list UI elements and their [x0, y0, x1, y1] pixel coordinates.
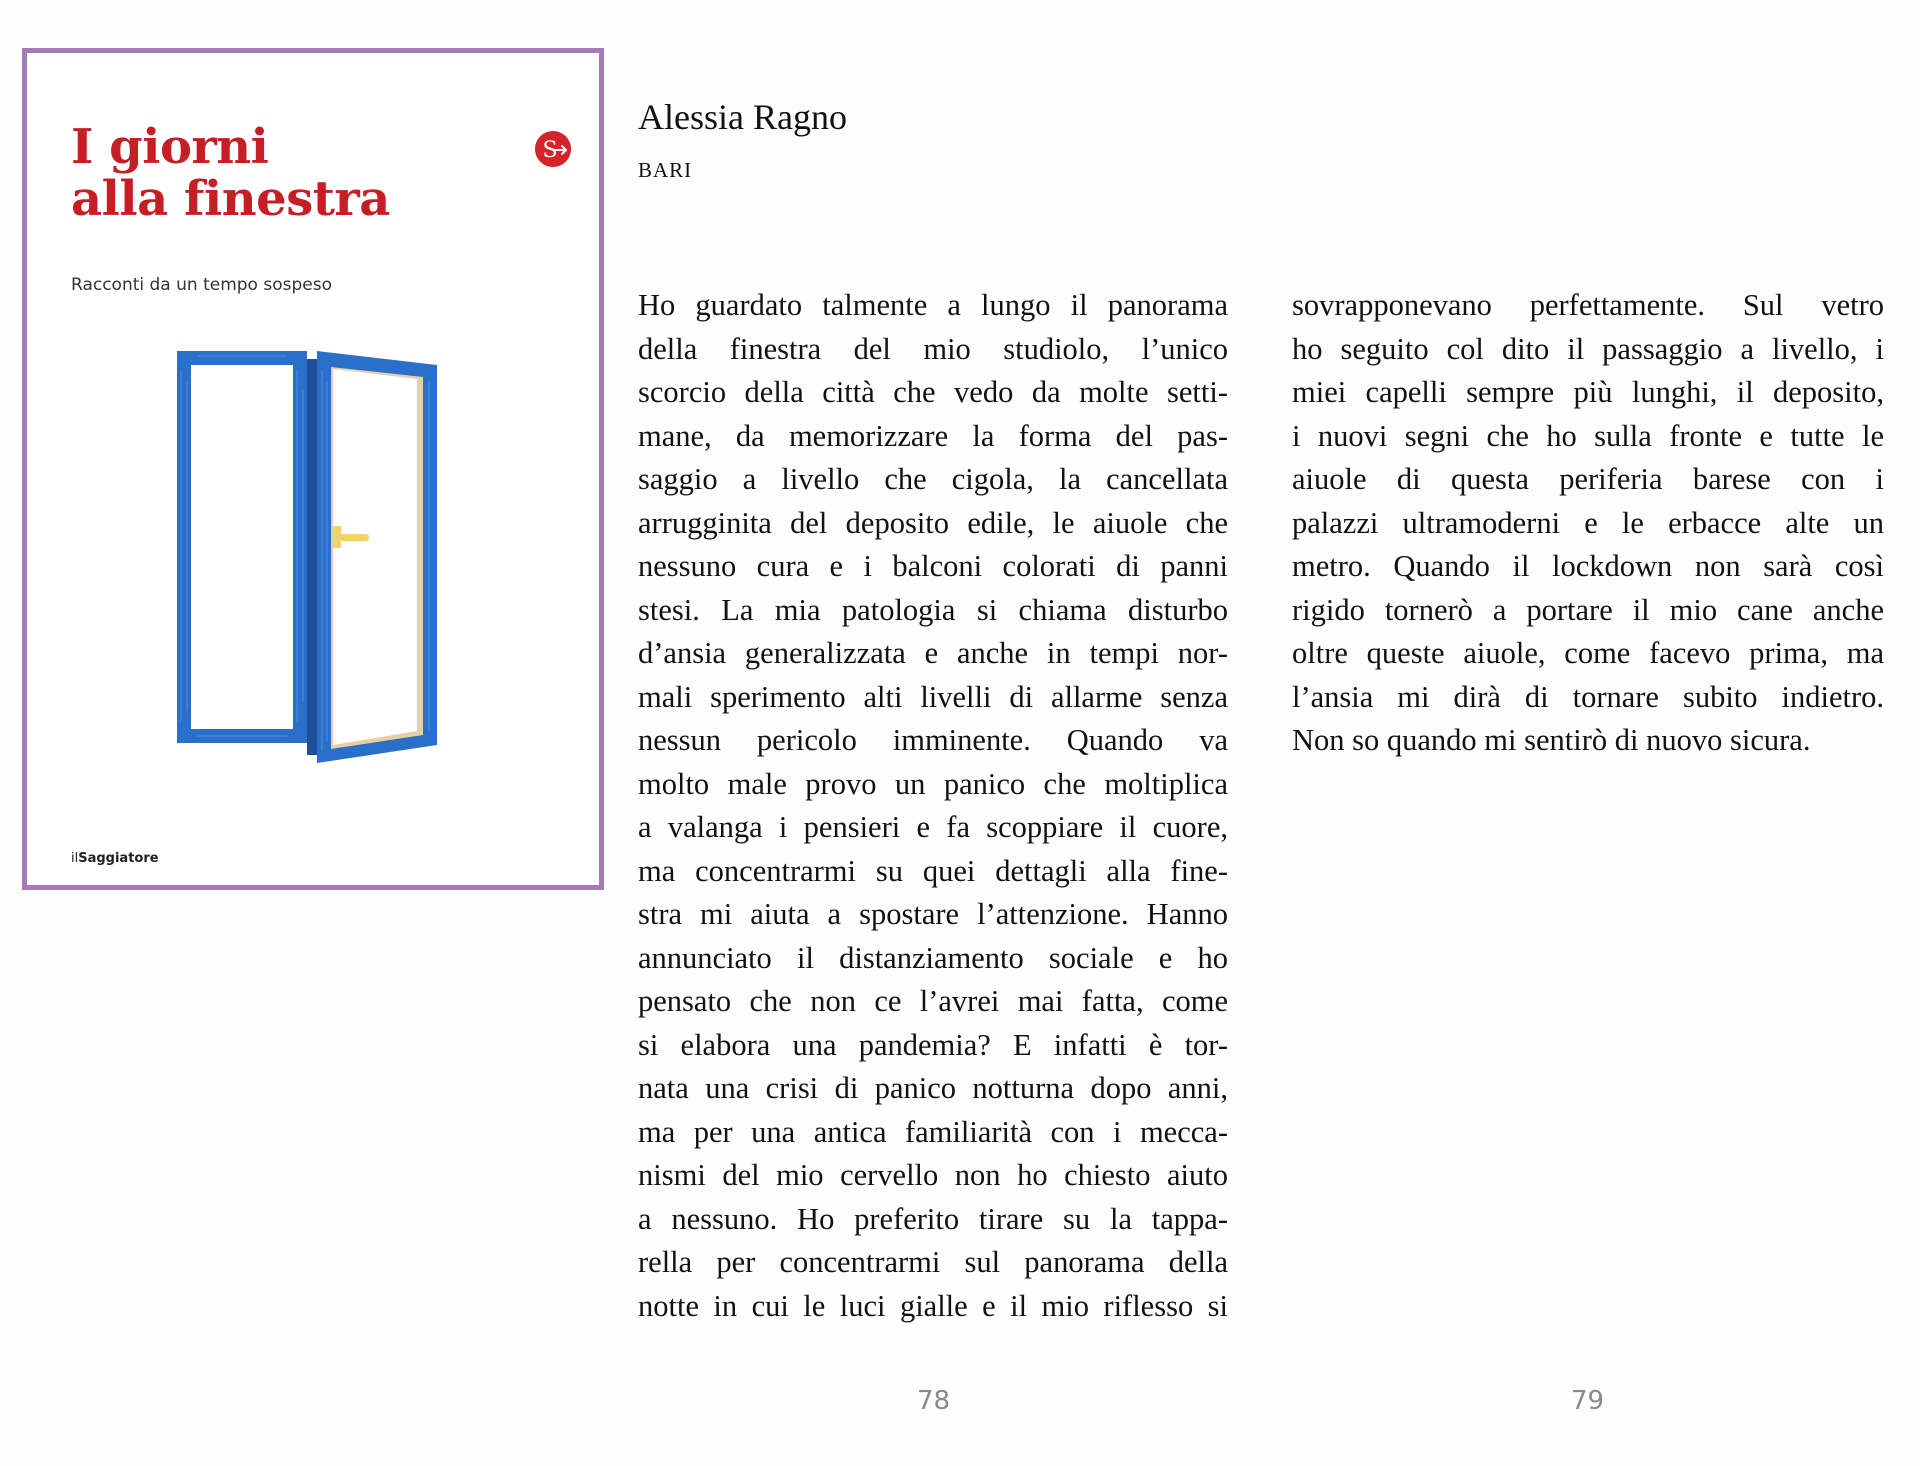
cover-title [71, 121, 491, 225]
text-line: mane, da memorizzare la forma del pas- [638, 418, 1228, 453]
cover-publisher [71, 851, 159, 866]
text-line: si elabora una pandemia? E infatti è tor- [638, 1027, 1228, 1062]
text-line: stra mi aiuta a spostare l’attenzione. Hanno [638, 897, 1228, 931]
text-line: stesi. La mia patologia si chiama disturbo [638, 592, 1228, 627]
text-line: palazzi ultramoderni e le erbacce alte un [1292, 505, 1884, 540]
text-line: ho seguito col dito il passaggio a livello, i [1292, 331, 1884, 366]
text-line: i nuovi segni che ho sulla fronte e tutte le [1292, 418, 1884, 453]
text-line: aiuole di questa periferia barese con i [1292, 462, 1884, 496]
publisher-prefix: il [71, 851, 79, 866]
text-line: molto male provo un panico che moltiplica [638, 766, 1228, 801]
text-line: della finestra del mio studiolo, l’unico [638, 331, 1228, 366]
text-line: annunciato il distanziamento sociale e ho [638, 940, 1228, 975]
text-line: d’ansia generalizzata e anche in tempi nor- [638, 636, 1228, 670]
text-line: scorcio della città che vedo da molte setti- [638, 375, 1228, 409]
text-line: l’ansia mi dirà di tornare subito indietro. [1292, 679, 1884, 714]
author-name: Alessia Ragno [638, 97, 847, 137]
text-line: nessun pericolo imminente. Quando va [638, 723, 1228, 757]
book-cover[interactable] [22, 48, 604, 890]
text-line: rigido tornerò a portare il mio cane anche [1292, 592, 1884, 627]
text-line: a nessuno. Ho preferito tirare su la tappa- [638, 1201, 1228, 1236]
page-79-text [1292, 284, 1884, 763]
publisher-logo-icon [535, 131, 571, 167]
text-line: nismi del mio cervello non ho chiesto aiuto [638, 1158, 1228, 1192]
text-line: a valanga i pensieri e fa scoppiare il cuore, [638, 810, 1228, 844]
text-line: metro. Quando il lockdown non sarà così [1292, 549, 1884, 583]
window-illustration [177, 351, 447, 771]
text-line: notte in cui le luci gialle e il mio riflesso si [638, 1288, 1228, 1323]
text-line: pensato che non ce l’avrei mai fatta, come [638, 984, 1228, 1018]
text-line: rella per concentrarmi sul panorama della [638, 1245, 1228, 1279]
svg-text:S: S [542, 138, 558, 163]
text-line: nessuno cura e i balconi colorati di panni [638, 549, 1228, 583]
text-line: miei capelli sempre più lunghi, il deposito, [1292, 375, 1884, 409]
text-line: saggio a livello che cigola, la cancellata [638, 462, 1228, 496]
page-number-left: 78 [917, 1386, 951, 1416]
text-line: nata una crisi di panico notturna dopo anni, [638, 1071, 1228, 1105]
text-line: Ho guardato talmente a lungo il panorama [638, 288, 1228, 322]
text-line: mali sperimento alti livelli di allarme senza [638, 679, 1228, 714]
cover-subtitle: Racconti da un tempo sospeso [71, 275, 332, 295]
author-city: BARI [638, 158, 693, 182]
text-line: ma per una antica familiarità con i mecca- [638, 1114, 1228, 1149]
text-line: oltre queste aiuole, come facevo prima, ma [1292, 636, 1884, 670]
text-line: Non so quando mi sentirò di nuovo sicura. [1292, 723, 1811, 757]
page-number-right: 79 [1571, 1386, 1605, 1416]
publisher-name: Saggiatore [78, 851, 159, 866]
page-78-text [638, 284, 1228, 1328]
cover-title-line-1: I giorni [71, 119, 269, 175]
text-line: sovrapponevano perfettamente. Sul vetro [1292, 288, 1884, 322]
cover-title-line-2: alla finestra [71, 171, 390, 227]
text-line: arrugginita del deposito edile, le aiuole che [638, 505, 1228, 540]
text-line: ma concentrarmi su quei dettagli alla fine- [638, 853, 1228, 888]
